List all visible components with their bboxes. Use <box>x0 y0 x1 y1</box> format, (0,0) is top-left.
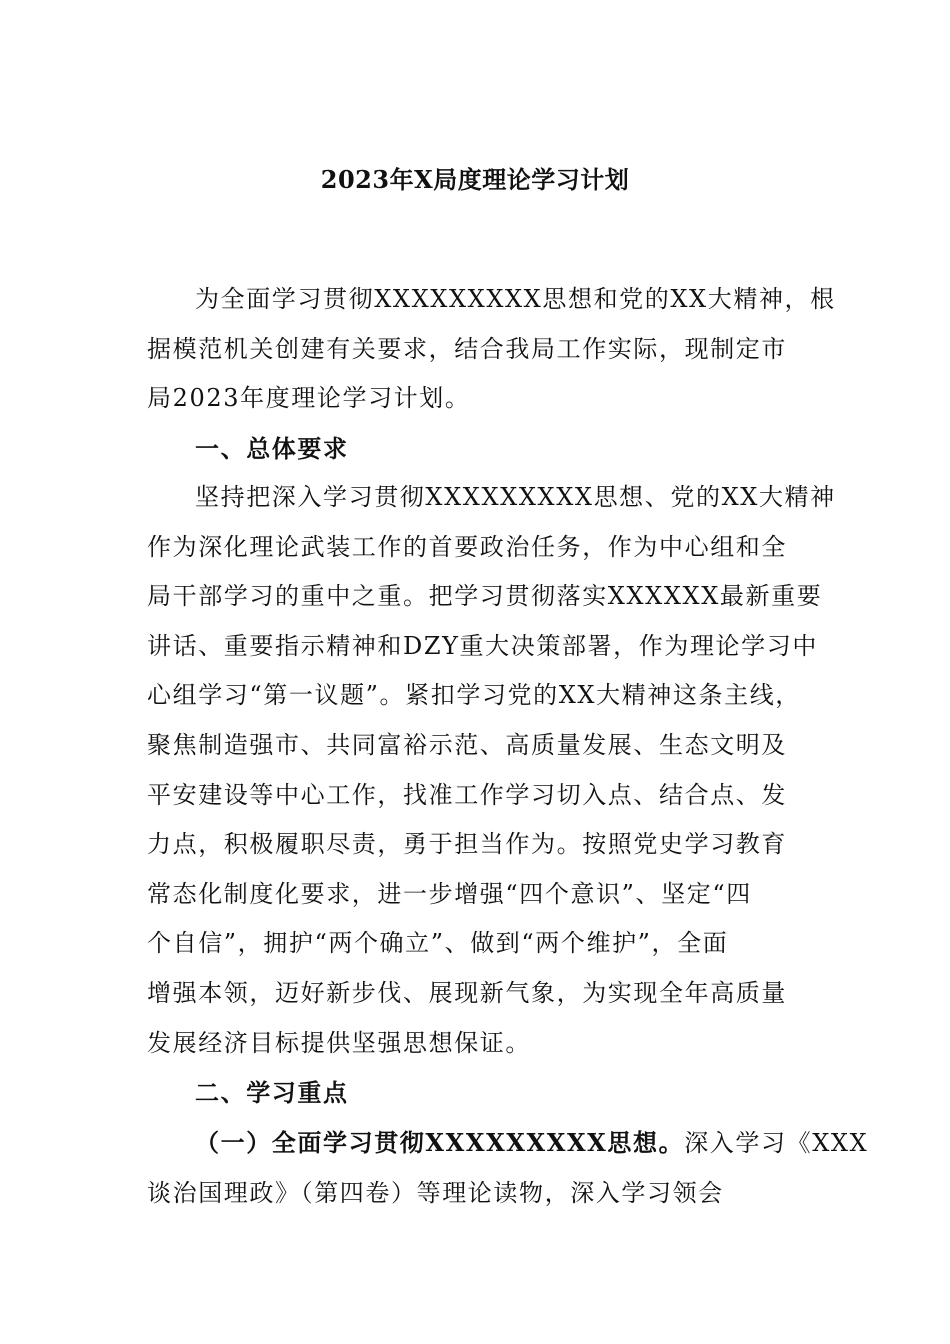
subsection1-line-2: 谈治国理政》（第四卷）等理论读物，深入学习领会 <box>147 1178 724 1207</box>
document-title: 2023年X局度理论学习计划 <box>320 165 630 194</box>
subsection1-text-start: 深入学习《XXX <box>684 1129 869 1157</box>
section1-line-2: 作为深化理论武装工作的首要政治任务，作为中心组和全 <box>147 532 787 561</box>
section-heading-study-focus: 二、学习重点 <box>195 1078 349 1107</box>
section1-line-3: 局干部学习的重中之重。把学习贯彻落实XXXXXX最新重要 <box>147 582 823 611</box>
intro-paragraph <box>147 275 836 424</box>
section1-line-6: 聚焦制造强市、共同富裕示范、高质量发展、生态文明及 <box>147 730 787 759</box>
section-heading-overall-requirements: 一、总体要求 <box>195 434 349 463</box>
section1-line-5: 心组学习“第一议题”。紧扣学习党的XX大精神这条主线， <box>147 681 801 710</box>
section1-line-4: 讲话、重要指示精神和DZY重大决策部署，作为理论学习中 <box>147 631 818 660</box>
section1-line-7: 平安建设等中心工作，找准工作学习切入点、结合点、发 <box>147 780 787 809</box>
intro-line-1: 为全面学习贯彻XXXXXXXXX思想和党的XX大精神，根 <box>195 285 836 313</box>
subsection-1-paragraph <box>147 1118 869 1218</box>
section1-line-10: 个自信”，拥护“两个确立”、做到“两个维护”，全面 <box>147 929 729 958</box>
intro-line-2: 据模范机关创建有关要求，结合我局工作实际，现制定市 <box>147 334 787 363</box>
section1-line-8: 力点，积极履职尽责，勇于担当作为。按照党史学习教育 <box>147 830 787 859</box>
section1-line-12: 发展经济目标提供坚强思想保证。 <box>147 1028 531 1057</box>
intro-line-3: 局2023年度理论学习计划。 <box>147 384 471 413</box>
section1-line-1: 坚持把深入学习贯彻XXXXXXXXX思想、党的XX大精神 <box>195 483 836 511</box>
subsection1-line-1 <box>147 1118 869 1169</box>
overall-requirements-paragraph <box>147 473 836 1068</box>
section1-line-9: 常态化制度化要求，进一步增强“四个意识”、坚定“四 <box>147 879 752 908</box>
section1-line-11: 增强本领，迈好新步伐、展现新气象，为实现全年高质量 <box>147 978 787 1007</box>
subsection1-heading: （一）全面学习贯彻XXXXXXXXX思想。 <box>195 1128 685 1157</box>
